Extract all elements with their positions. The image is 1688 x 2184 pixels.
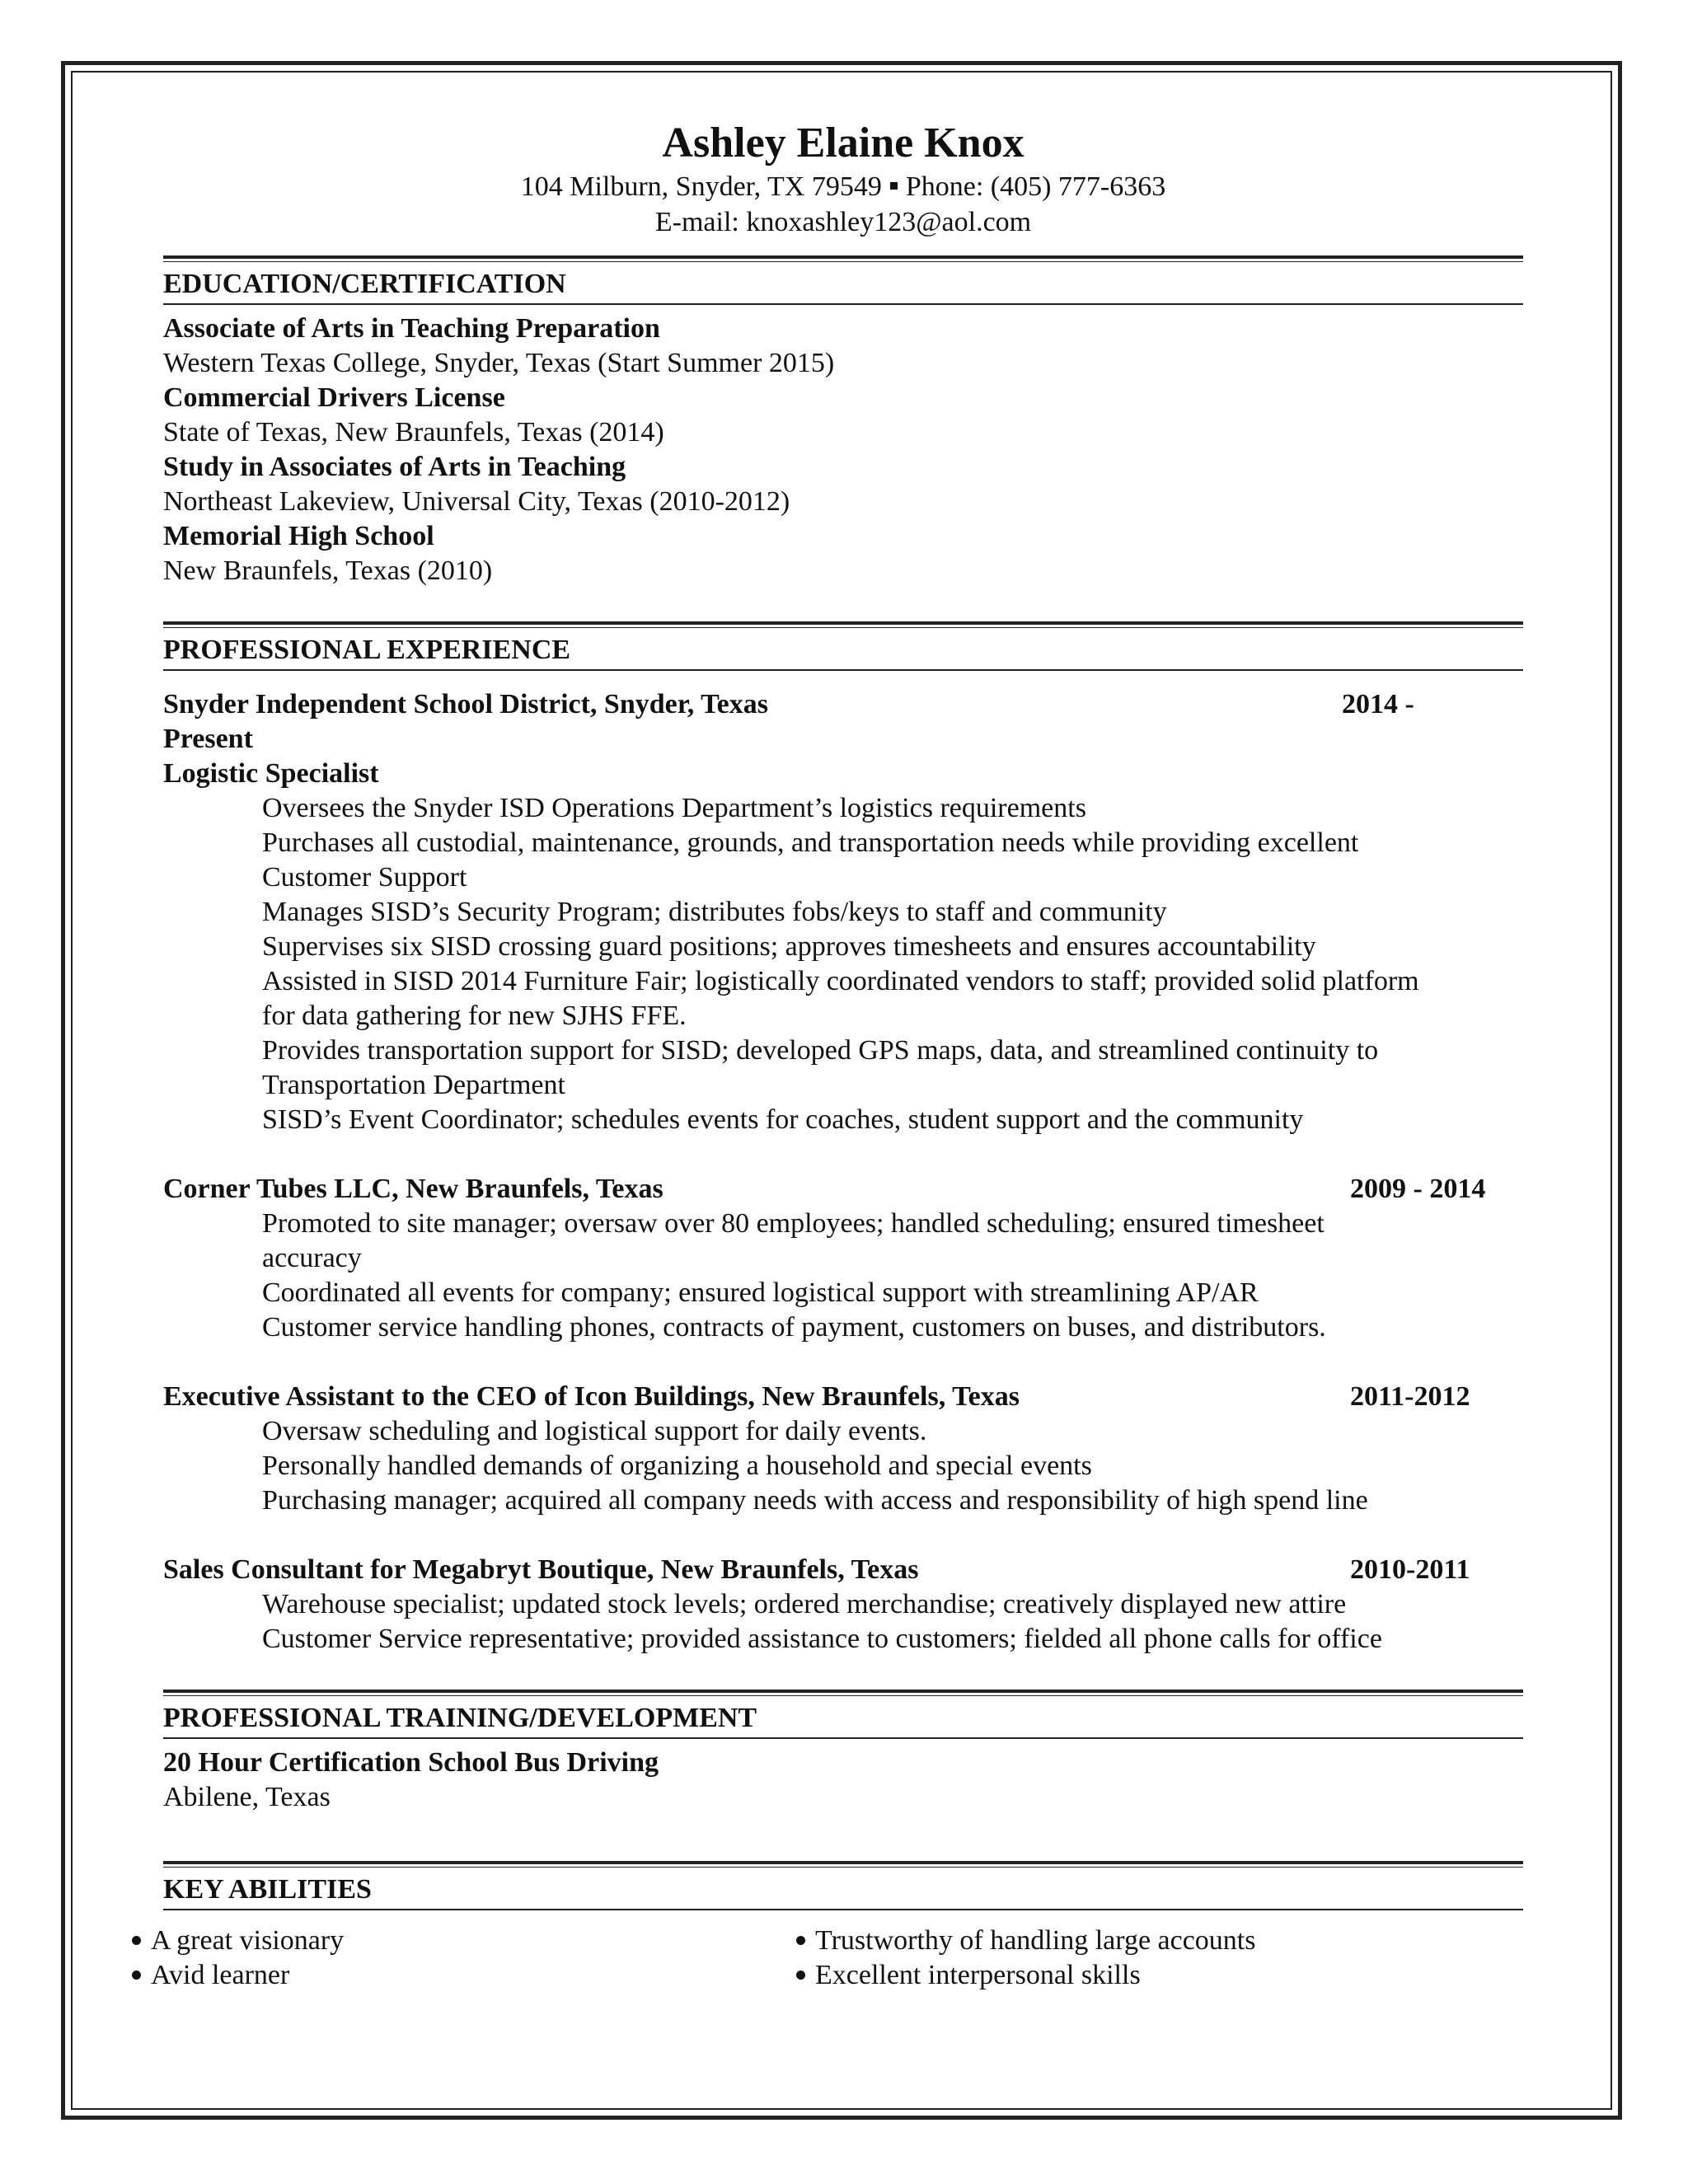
job-title: Logistic Specialist bbox=[163, 758, 379, 789]
job-duty: Supervises six SISD crossing guard positions; approves timesheets and ensures accountability bbox=[262, 931, 1316, 962]
job-employer: Executive Assistant to the CEO of Icon Buildings, New Braunfels, Texas bbox=[163, 1381, 1020, 1412]
job-dates: 2011-2012 bbox=[1350, 1381, 1470, 1412]
job-duty: Purchasing manager; acquired all company needs with access and responsibility of high spend line bbox=[262, 1485, 1368, 1516]
job-employer: Corner Tubes LLC, New Braunfels, Texas bbox=[163, 1174, 663, 1204]
job-duty: Assisted in SISD 2014 Furniture Fair; logistically coordinated vendors to staff; provided solid platform bbox=[262, 966, 1419, 996]
education-line: Memorial High School bbox=[163, 521, 434, 551]
ability-item: Avid learner bbox=[132, 1958, 289, 1993]
job-duty: Customer service handling phones, contracts of payment, customers on buses, and distributors. bbox=[262, 1312, 1326, 1343]
job-duty: accuracy bbox=[262, 1243, 362, 1273]
section-heading-education: EDUCATION/CERTIFICATION bbox=[163, 269, 566, 299]
section-heading-experience: PROFESSIONAL EXPERIENCE bbox=[163, 635, 571, 665]
ability-item: A great visionary bbox=[132, 1924, 344, 1958]
job-duty: Oversaw scheduling and logistical support for daily events. bbox=[262, 1416, 927, 1446]
bullet-icon bbox=[132, 1936, 141, 1945]
job-duty: SISD’s Event Coordinator; schedules events for coaches, student support and the community bbox=[262, 1104, 1304, 1135]
square-bullet-icon bbox=[890, 182, 898, 190]
job-duty: Provides transportation support for SISD; developed GPS maps, data, and streamlined continuity to bbox=[262, 1035, 1379, 1066]
email: E-mail: knoxashley123@aol.com bbox=[654, 207, 1032, 237]
job-employer: Sales Consultant for Megabryt Boutique, New Braunfels, Texas bbox=[163, 1554, 919, 1585]
address: 104 Milburn, Snyder, TX 79549 bbox=[520, 171, 882, 202]
education-line: Commercial Drivers License bbox=[163, 382, 505, 413]
job-dates-continued: Present bbox=[163, 724, 253, 754]
section-rule bbox=[163, 1861, 1523, 1868]
section-heading-abilities: KEY ABILITIES bbox=[163, 1874, 372, 1905]
bullet-icon bbox=[796, 1936, 805, 1945]
education-line: Northeast Lakeview, Universal City, Texas (2010-2012) bbox=[163, 486, 790, 517]
ability-item: Trustworthy of handling large accounts bbox=[796, 1924, 1256, 1958]
training-location: Abilene, Texas bbox=[163, 1782, 331, 1812]
job-employer: Snyder Independent School District, Snyder, Texas bbox=[163, 689, 768, 719]
applicant-name: Ashley Elaine Knox bbox=[662, 120, 1025, 166]
job-duty: Customer Service representative; provided assistance to customers; fielded all phone calls for office bbox=[262, 1624, 1382, 1654]
phone: Phone: (405) 777-6363 bbox=[905, 171, 1166, 202]
bullet-icon bbox=[132, 1971, 141, 1980]
job-dates: 2009 - 2014 bbox=[1350, 1174, 1486, 1204]
education-line: Western Texas College, Snyder, Texas (Start Summer 2015) bbox=[163, 348, 835, 378]
job-duty: Purchases all custodial, maintenance, grounds, and transportation needs while providing excellent bbox=[262, 827, 1359, 858]
training-title: 20 Hour Certification School Bus Driving bbox=[163, 1747, 659, 1778]
job-duty: Coordinated all events for company; ensured logistical support with streamlining AP/AR bbox=[262, 1277, 1259, 1308]
section-rule bbox=[163, 621, 1523, 628]
education-line: New Braunfels, Texas (2010) bbox=[163, 555, 493, 586]
education-line: Associate of Arts in Teaching Preparation bbox=[163, 313, 660, 344]
job-dates: 2010-2011 bbox=[1350, 1554, 1470, 1585]
section-underline bbox=[163, 1909, 1523, 1910]
job-duty: Customer Support bbox=[262, 862, 467, 893]
section-underline bbox=[163, 1737, 1523, 1739]
job-duty: Oversees the Snyder ISD Operations Department’s logistics requirements bbox=[262, 793, 1086, 823]
job-duty: Manages SISD’s Security Program; distributes fobs/keys to staff and community bbox=[262, 897, 1167, 927]
education-line: Study in Associates of Arts in Teaching bbox=[163, 452, 626, 482]
job-duty: Promoted to site manager; oversaw over 80 employees; handled scheduling; ensured timesheet bbox=[262, 1208, 1325, 1239]
job-duty: Warehouse specialist; updated stock levels; ordered merchandise; creatively displayed new attire bbox=[262, 1589, 1347, 1619]
section-heading-training: PROFESSIONAL TRAINING/DEVELOPMENT bbox=[163, 1703, 757, 1733]
education-line: State of Texas, New Braunfels, Texas (2014) bbox=[163, 417, 664, 448]
job-duty: Personally handled demands of organizing a household and special events bbox=[262, 1451, 1092, 1481]
bullet-icon bbox=[796, 1971, 805, 1980]
job-duty: for data gathering for new SJHS FFE. bbox=[262, 1001, 687, 1031]
section-underline bbox=[163, 669, 1523, 671]
section-rule bbox=[163, 255, 1523, 262]
job-dates: 2014 - bbox=[1342, 689, 1414, 719]
section-rule bbox=[163, 1690, 1523, 1696]
section-underline bbox=[163, 303, 1523, 305]
contact-line bbox=[163, 170, 1523, 204]
ability-item: Excellent interpersonal skills bbox=[796, 1958, 1141, 1993]
job-duty: Transportation Department bbox=[262, 1070, 565, 1100]
